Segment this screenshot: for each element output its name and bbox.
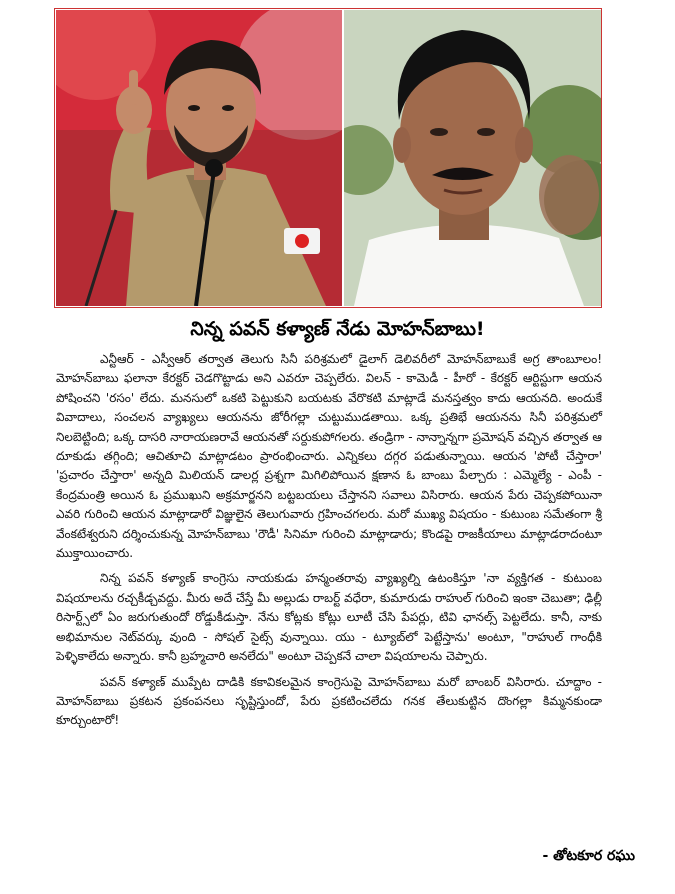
article-headline: నిన్న పవన్ కళ్యాణ్ నేడు మోహన్‌బాబు! bbox=[190, 318, 485, 340]
article-body bbox=[56, 350, 602, 737]
article-paragraph-1: ఎన్టీఆర్ - ఎస్వీఆర్ తర్వాత తెలుగు సినీ పరిశ్రమలో డైలాగ్ డెలివరీలో మోహన్‌బాబుకే అగ్ర తాంబూలం! మోహన్‌బాబు ఫలానా కేరక్టర్ చెడగొట్టాడు అని ఎవరూ చెప్పలేరు. విలన్ - కామెడీ - హీరో - కేరక్టర్ ఆర్టిస్టుగా ఆయన పోషించని 'రసం' లేదు. మనసులో ఒకటి పెట్టుకుని బయటకు వేరొకటి మాట్లాడే మనస్తత్వం కాదు ఆయనది. అందుకే వివాదాలు, సంచలన వ్యాఖ్యలు ఆయనను జోరీగల్లా చుట్టుముడతాయి. ఒక్క ప్రతిభే ఆయనను సినీ పరిశ్రమలో నిలబెట్టింది; ఒక్క దాసరి నారాయణరావే ఆయనతో సర్దుకుపోగలరు. తండ్రిగా - నాన్నాన్నగా ప్రమోషన్ వచ్చిన తర్వాత ఆ దూకుడు తగ్గింది; ఆచితూచి మాట్లాడటం ప్రారంభించారు. ఎన్నికలు దగ్గర పడుతున్నాయి. ఆయన 'పోటీ చేస్తారా' 'ప్రచారం చేస్తారా' అన్నది మిలియన్ డాలర్ల ప్రశ్నగా మిగిలిపోయిన క్షణాన ఓ బాంబు పేల్చారు : ఎమ్మెల్యే - ఎంపీ - కేంద్రమంత్రి అయిన ఓ ప్రముఖుని అక్రమార్జనని బట్టబయలు చేస్తానని సవాలు విసిరారు. ఆయన పేరు చెప్పకపోయినా ఎవరి గురించి ఆయన మాట్లాడారో విజ్ఞులైన తెలుగువారు గ్రహించగలరు. మరో ముఖ్య విషయం - కుటుంబ సమేతంగా శ్రీ వేంకటేశ్వరుని దర్శించుకున్న మోహన్‌బాబు 'రౌడీ' సినిమా గురించి మాట్లాడారు; కొండపై రాజకీయాలు మాట్లాడరాదంటూ ముక్తాయించారు. bbox=[56, 352, 602, 561]
portrait-illustration bbox=[344, 10, 601, 306]
article-paragraph-2: నిన్న పవన్ కళ్యాణ్ కాంగ్రెసు నాయకుడు హన్మంతరావు వ్యాఖ్యల్ని ఉటంకిస్తూ 'నా వ్యక్తిగత - కుటుంబ విషయాలను రచ్చకీడ్చవద్దు. మీరు అదే చేస్తే మీ అల్లుడు రాబర్ట్ వధేరా, కుమారుడు రాహుల్ గురించి ఇంకా చెబుతా; ఢిల్లీ రిసార్ట్స్‌లో ఏం జరుగుతుందో రోడ్డుకీడుస్తా. నేను కోట్లకు కోట్లు లూటీ చేసి పేపర్లు, టివి ఛానల్స్ పెట్టలేదు. కానీ, నాకు అభిమానుల నెట్‌వర్కు వుంది - సోషల్ సైట్స్ వున్నాయి. యు - ట్యూబ్‌లో పెట్టేస్తాను' అంటూ, "రాహుల్ గాంధీకి పెళ్ళికాలేదు అన్నారు. కానీ బ్రహ్మచారి అనలేదు" అంటూ చెప్పకనే చాలా విషయాలను చెప్పారు. bbox=[56, 571, 602, 664]
speaker-illustration bbox=[56, 10, 342, 306]
photo-mohan-babu bbox=[344, 10, 601, 306]
article-byline: - తోటకూర రఘు bbox=[542, 848, 635, 864]
photo-pawan-kalyan bbox=[56, 10, 342, 306]
photo-collage bbox=[54, 8, 602, 308]
article-paragraph-3: పవన్ కళ్యాణ్ ముప్పేట దాడికి కకావికలమైన కాంగ్రెసుపై మోహన్‌బాబు మరో బాంబర్ విసిరారు. చూద్దాం - మోహన్‌బాబు ప్రకటన ప్రకంపనలు సృష్టిస్తుందో, పేరు ప్రకటించలేదు గనక తేలుకుట్టిన దొంగల్లా కిమ్మనకుండా కూర్చుంటారో! bbox=[56, 674, 602, 728]
